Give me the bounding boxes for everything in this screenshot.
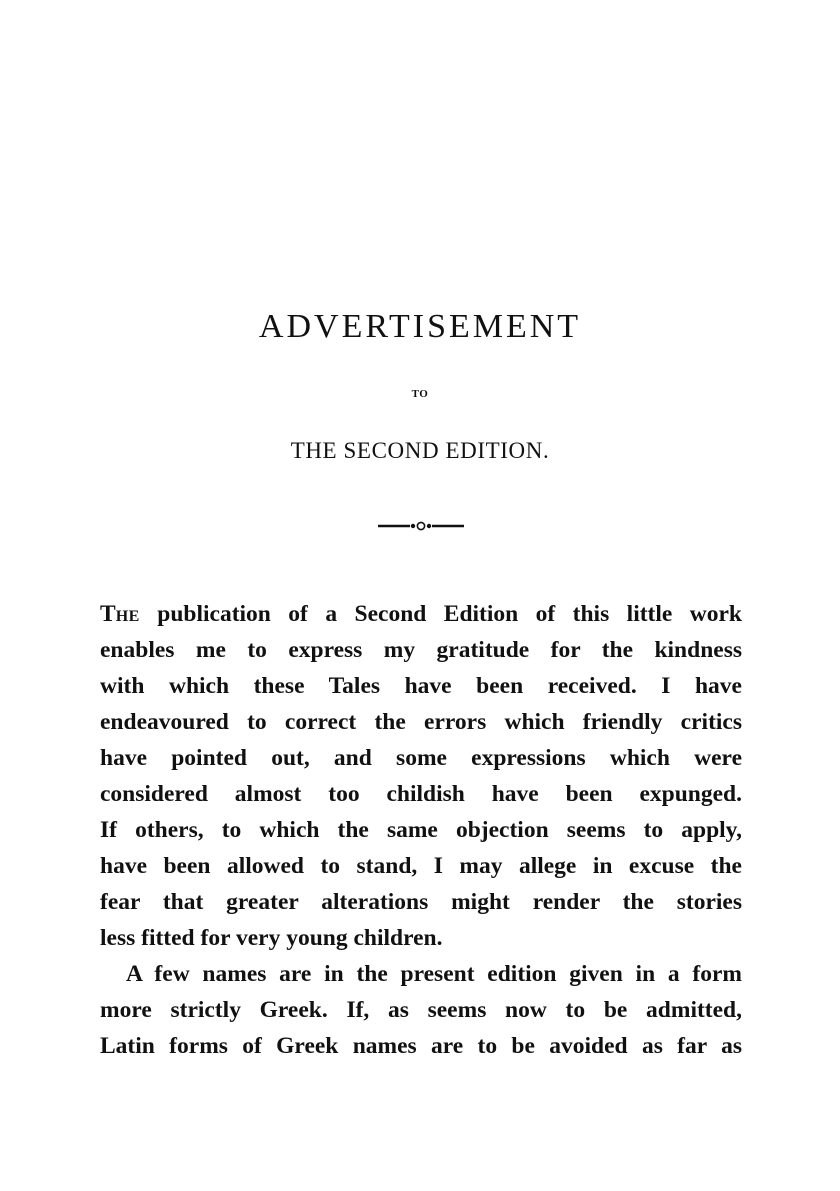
paragraph-1-line-6: considered almost too childish have been expunged.: [100, 781, 742, 807]
drop-initial: T: [100, 601, 116, 627]
ornamental-rule-icon: [376, 519, 466, 533]
page-title: ADVERTISEMENT: [258, 308, 582, 345]
advertisement-body: [100, 596, 742, 1064]
paragraph-1-line-3: with which these Tales have been received. I have: [100, 673, 742, 699]
paragraph-1-line-2: enables me to express my gratitude for the kindness: [100, 637, 742, 663]
paragraph-1-line-8: have been allowed to stand, I may allege in excuse the: [100, 853, 742, 879]
paragraph-1-line-9: fear that greater alterations might render the stories: [100, 889, 742, 915]
small-caps-lead: HE: [115, 608, 140, 625]
paragraph-2-line-1: A few names are in the present edition given in a form: [126, 961, 742, 987]
paragraph-1-line-5: have pointed out, and some expressions which were: [100, 745, 742, 771]
paragraph-1-line-7: If others, to which the same objection seems to apply,: [100, 817, 742, 843]
paragraph-2-line-2: more strictly Greek. If, as seems now to be admitted,: [100, 997, 742, 1023]
paragraph-2-line-3: Latin forms of Greek names are to be avoided as far as: [100, 1033, 742, 1059]
heading-connector: TO: [411, 388, 429, 400]
edition-subtitle: THE SECOND EDITION.: [290, 438, 550, 463]
paragraph-1-line-10: less fitted for very young children.: [100, 925, 443, 951]
paragraph-1-line-1: [100, 596, 742, 632]
line-text: publication of a Second Edition of this little work: [139, 601, 742, 627]
paragraph-1-line-4: endeavoured to correct the errors which friendly critics: [100, 709, 742, 735]
